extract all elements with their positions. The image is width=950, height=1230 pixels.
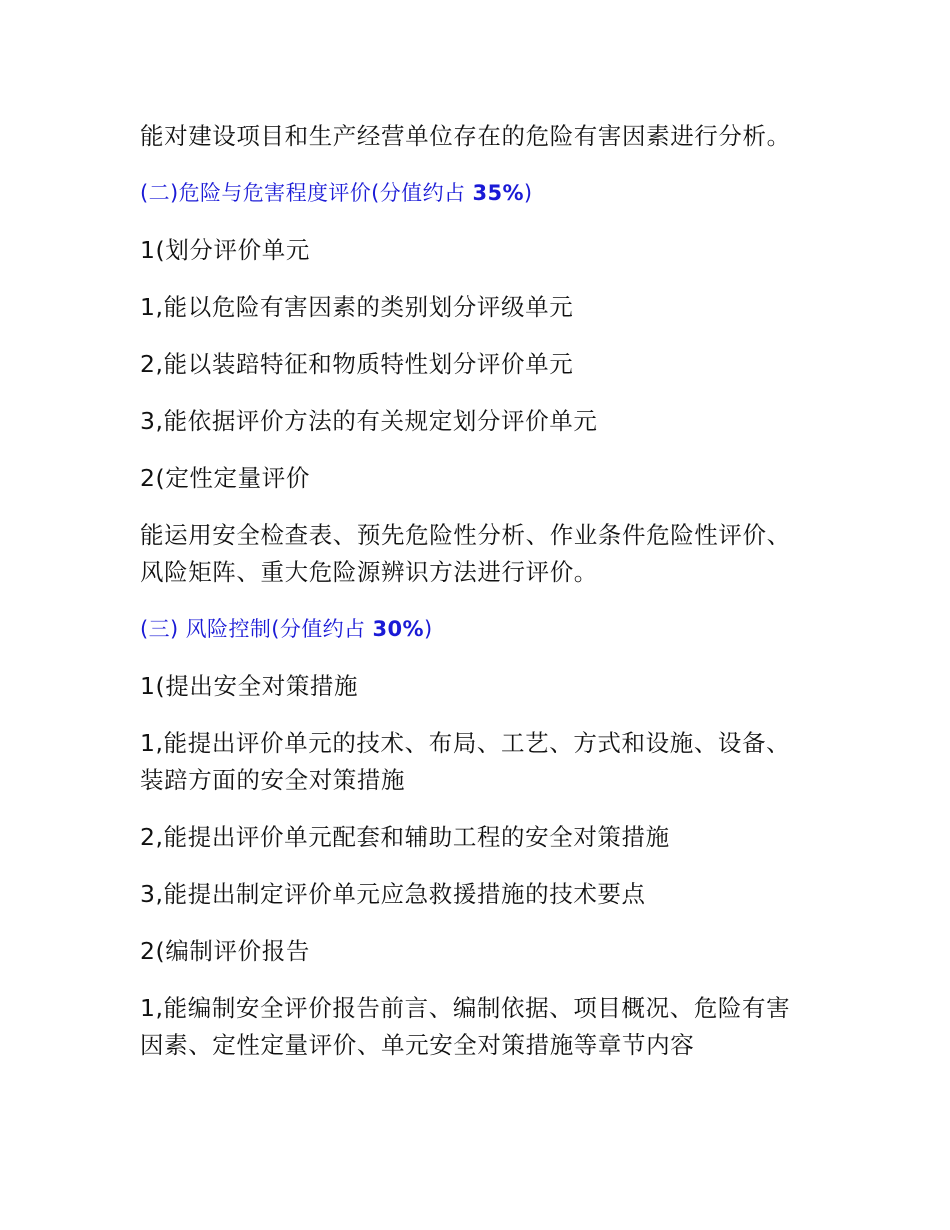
paragraph-report-item-1: 1,能编制安全评价报告前言、编制依据、项目概况、危险有害因素、定性定量评价、单元安全对策措施等章节内容 [140,994,791,1059]
paragraph-measures: 1(提出安全对策措施 [140,672,359,700]
paragraph-measures-item-1: 1,能提出评价单元的技术、布局、工艺、方式和设施、设备、装踣方面的安全对策措施 [140,729,791,794]
section-heading-2-prefix: (二)危险与危害程度评价(分值约占 [140,181,473,205]
paragraph-analysis: 能对建设项目和生产经营单位存在的危险有害因素进行分析。 [140,122,791,150]
section-heading-3-prefix: (三) 风险控制(分值约占 [140,617,373,641]
section-heading-3 [140,611,800,648]
paragraph-divide-units: 1(划分评价单元 [140,236,310,264]
document-body [140,118,800,1084]
section-heading-2-suffix: ) [523,181,533,205]
paragraph-measures-item-3: 3,能提出制定评价单元应急救援措施的技术要点 [140,880,646,908]
paragraph-divide-item-1: 1,能以危险有害因素的类别划分评级单元 [140,293,574,321]
paragraph-divide-item-2: 2,能以装踣特征和物质特性划分评价单元 [140,350,574,378]
paragraph-report: 2(编制评价报告 [140,937,310,965]
section-heading-3-suffix: ) [424,617,433,641]
section-heading-3-score: 30% [372,617,424,641]
paragraph-divide-item-3: 3,能依据评价方法的有关规定划分评价单元 [140,407,598,435]
section-heading-2-score: 35% [472,181,524,205]
paragraph-methods: 能运用安全检查表、预先危险性分析、作业条件危险性评价、风险矩阵、重大危险源辨识方法进行评价。 [140,521,791,586]
section-heading-2 [140,175,800,212]
paragraph-qualitative: 2(定性定量评价 [140,464,310,492]
paragraph-measures-item-2: 2,能提出评价单元配套和辅助工程的安全对策措施 [140,823,670,851]
